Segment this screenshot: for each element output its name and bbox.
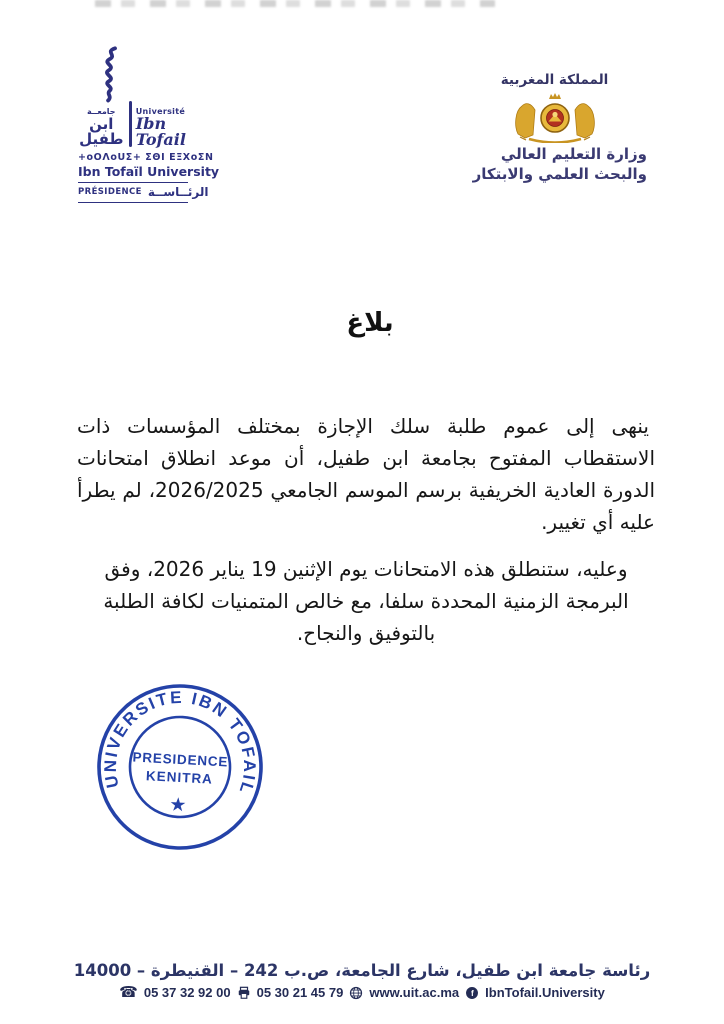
footer-contact-line — [0, 985, 724, 1000]
phone-number: 05 37 32 92 00 — [143, 985, 231, 1000]
scan-artifact — [95, 0, 495, 7]
stamp-center-line2: KENITRA — [145, 768, 214, 787]
morocco-coat-of-arms-icon — [508, 91, 602, 143]
stamp-outer-text: UNIVERSITE IBN TOFAIL — [100, 687, 260, 798]
globe-icon — [349, 986, 363, 1000]
stamp-center-line1: PRESIDENCE — [132, 749, 229, 770]
logo-script-name: Ibn Tofail — [135, 114, 186, 149]
fax-icon — [237, 986, 251, 1000]
logo-french-name — [136, 108, 190, 148]
footer-address: رئاسة جامعة ابن طفيل، شارع الجامعة، ص.ب 242 – القنيطرة – 14000 — [73, 961, 651, 980]
facebook-page: IbnTofail.University — [485, 985, 605, 1000]
ministry-name — [452, 145, 657, 184]
stamp-graphic — [95, 682, 265, 852]
facebook-icon — [465, 986, 479, 1000]
phone-icon: ☎ — [119, 983, 138, 1001]
footer — [0, 961, 724, 1000]
logo-arabic-name — [78, 108, 125, 148]
announcement-title: بلاغ — [346, 308, 394, 338]
ministry-logo — [452, 72, 657, 184]
presidence-label-fr: PRÉSIDENCE — [78, 187, 142, 197]
logo-universite-label: Université — [135, 107, 186, 116]
logo-divider-bottom — [78, 202, 188, 203]
body-paragraph-2: وعليه، ستنطلق هذه الامتحانات يوم الإثنين 19 يناير 2026، وفق البرمجة الزمنية المحددة سلفا، مع خالص المتمنيات لكافة الطلبة بالتوفيق والنجاح. — [103, 557, 629, 645]
kingdom-label: المملكة المغربية — [500, 72, 609, 88]
logo-arabic-big: ابن طفيل — [79, 114, 124, 149]
body-paragraph-1: ينهى إلى عموم طلبة سلك الإجازة بمختلف المؤسسات ذات الاستقطاب المفتوح بجامعة ابن طفيل، أن موعد انطلاق امتحانات الدورة العادية الخريفية برسم الموسم الجامعي 2026/2025، لم يطرأ عليه أي تغيير. — [77, 414, 655, 534]
presidence-stamp — [95, 682, 265, 852]
university-logo — [78, 46, 220, 205]
logo-latin-name: Ibn Tofaïl University — [78, 164, 220, 179]
ministry-line2: والبحث العلمي والابتكار — [472, 164, 647, 183]
logo-tifinagh-text: +oOΛoUΣ+ ΣΘΙ ΕΞΧoΣΝ — [78, 152, 214, 163]
logo-presidence-row — [78, 185, 209, 199]
logo-divider-top — [78, 182, 188, 183]
ministry-line1: وزارة التعليم العالي — [500, 145, 647, 163]
website-url: www.uit.ac.ma — [369, 985, 460, 1000]
facebook-letter: f — [471, 987, 474, 998]
announcement-body — [77, 410, 655, 649]
presidence-label-ar: الرئــاســة — [147, 185, 209, 199]
stamp-star-icon: ★ — [168, 793, 188, 817]
logo-alif-stroke — [129, 101, 132, 147]
fax-number: 05 30 21 45 79 — [256, 985, 344, 1000]
logo-arabic-small: جامعــة — [87, 107, 116, 117]
logo-name-row — [78, 108, 190, 148]
calligraphy-flourish-icon — [94, 46, 128, 104]
